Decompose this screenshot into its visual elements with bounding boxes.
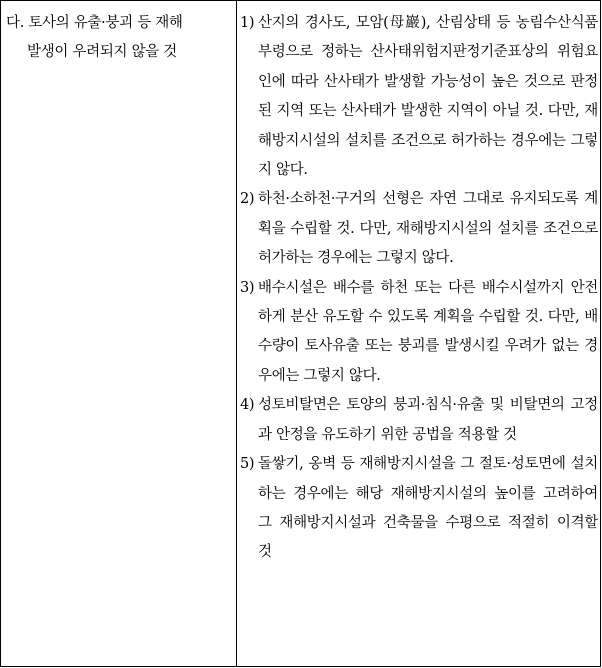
criterion-cell [6, 9, 234, 67]
item-number: 2) [240, 191, 255, 208]
item-number: 5) [240, 456, 255, 473]
item-number: 3) [240, 279, 255, 296]
list-item [240, 185, 598, 273]
list-item [240, 9, 598, 185]
list-item [240, 391, 598, 450]
list-item [240, 274, 598, 392]
item-text: 하천·소하천·구거의 선형은 자연 그대로 유지되도록 계획을 수립할 것. 다만, 재해방지시설의 설치를 조건으로 허가하는 경우에는 그렇지 않다. [258, 191, 598, 267]
item-text: 배수시설은 배수를 하천 또는 다른 배수시설까지 안전하게 분산 유도할 수 있도록 계획을 수립할 것. 다만, 배수량이 토사유출 또는 붕괴를 발생시킬 우려가 없는 경우에는 그렇지 않다. [258, 279, 598, 384]
item-number: 4) [240, 397, 255, 414]
item-text: 산지의 경사도, 모암(母巖), 산림상태 등 농림수산식품부령으로 정하는 산사태위험지판정기준표상의 위험요인에 따라 산사태가 발생할 가능성이 높은 것으로 판정된 지역 또는 산사태가 발생한 지역이 아닐 것. 다만, 재해방지시설의 설치를 조건으로 허가하는 경우에는 그렇지 않다. [258, 15, 598, 179]
list-item [240, 450, 598, 568]
criterion-title-line-2: 발생이 우려되지 않을 것 [27, 44, 177, 60]
item-text: 성토비탈면은 토양의 붕괴·침식·유출 및 비탈면의 고정과 안정을 유도하기 위한 공법을 적용할 것 [258, 397, 598, 443]
criterion-title-line-1: 다. 토사의 유출·붕괴 등 재해 [6, 15, 183, 31]
details-cell [240, 9, 598, 568]
item-number: 1) [240, 15, 255, 31]
item-text: 돌쌓기, 옹벽 등 재해방지시설을 그 절토·성토면에 설치하는 경우에는 해당 재해방지시설의 높이를 고려하여 그 재해방지시설과 건축물을 수평으로 적절히 이격할 것 [258, 456, 598, 561]
column-divider [236, 1, 237, 666]
